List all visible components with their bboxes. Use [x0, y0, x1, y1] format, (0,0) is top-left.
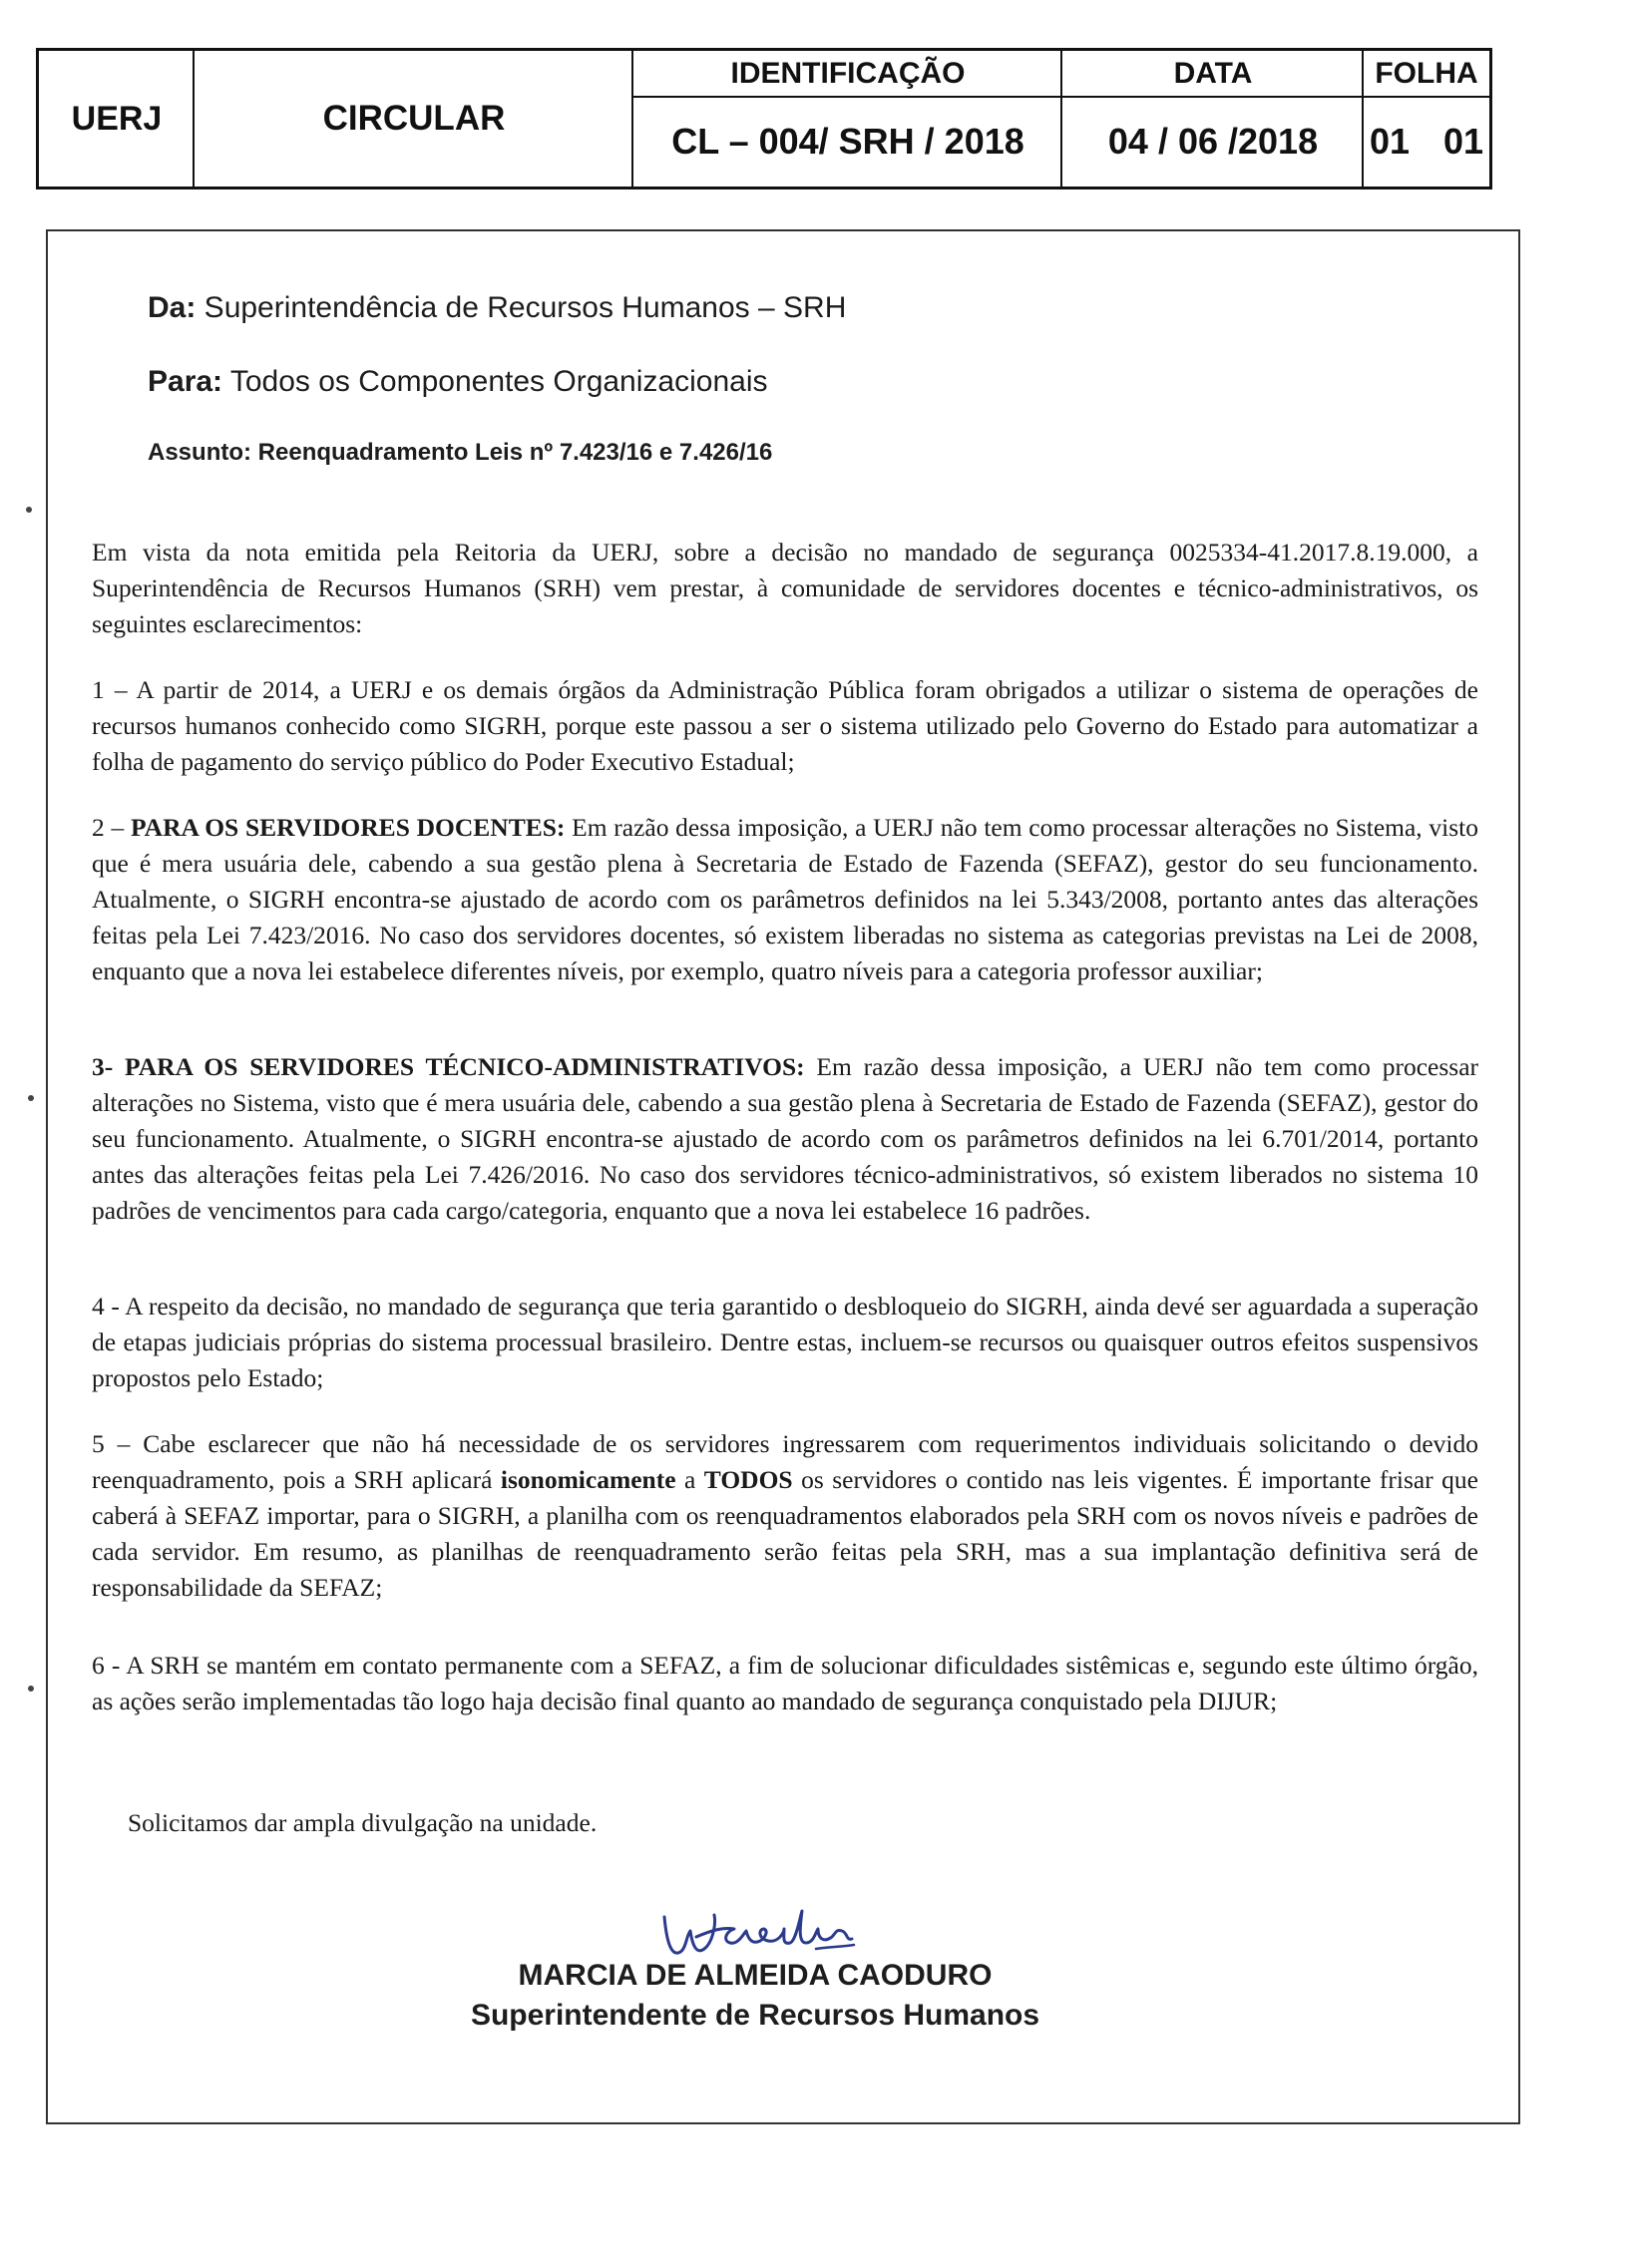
identificacao-label: IDENTIFICAÇÃO [730, 57, 966, 90]
paragraph-2 [92, 810, 1478, 989]
paragraph-2-prefix: 2 – [92, 813, 131, 842]
folha-total: 01 [1443, 121, 1484, 162]
paragraph-6: 6 - A SRH se mantém em contato permanente com a SEFAZ, a fim de solucionar dificuldades sistêmicas e, segundo este último órgão, as ações serão implementadas tão logo haja decisão final quanto ao mandado de segurança conquistado pela DIJUR; [92, 1651, 1478, 1715]
signatory-name: MARCIA DE ALMEIDA CAODURO [518, 1959, 993, 1992]
folha-page: 01 [1369, 121, 1410, 162]
header-table [36, 48, 1492, 189]
scan-speck [26, 507, 32, 513]
institution-name: UERJ [71, 99, 163, 138]
to-value: Todos os Componentes Organizacionais [222, 365, 768, 398]
paragraph-5-emphasis-2: TODOS [703, 1465, 793, 1494]
paragraph-4: 4 - A respeito da decisão, no mandado de segurança que teria garantido o desbloqueio do SIGRH, ainda devé ser aguardada a superação de etapas judiciais próprias do sistema processual brasileiro. Dentre estas, incluem-se recursos ou quaisquer outros efeitos suspensivos propostos pelo Estado; [92, 1292, 1478, 1392]
scan-speck [28, 1095, 34, 1101]
paragraph-intro: Em vista da nota emitida pela Reitoria da UERJ, sobre a decisão no mandado de segurança 0025334-41.2017.8.19.000, a Superintendência de Recursos Humanos (SRH) vem prestar, à comunidade de servidores docentes e técnico-administrativos, os seguintes esclarecimentos: [92, 538, 1478, 638]
from-label: Da: [148, 291, 197, 324]
folha-value [1364, 97, 1489, 187]
paragraph-3-text: Em razão dessa imposição, a UERJ não tem como processar alterações no Sistema, visto que é mera usuária dele, cabendo a sua gestão plena à Secretaria de Estado de Fazenda (SEFAZ), gestor do seu funcionamento. Atualmente, o SIGRH encontra-se ajustado de acordo com os parâmetros definidos na lei 6.701/2014, portanto antes das alterações feitas pela Lei 7.426/2016. No caso dos servidores técnico-administrativos, só existem liberados no sistema 10 padrões de vencimentos para cada cargo/categoria, enquanto que a nova lei estabelece 16 padrões. [92, 1052, 1479, 1225]
to-line [148, 365, 767, 399]
paragraph-1: 1 – A partir de 2014, a UERJ e os demais órgãos da Administração Pública foram obrigados a utilizar o sistema de operações de recursos humanos conhecido como SIGRH, porque este passou a ser o sistema utilizado pelo Governo do Estado para automatizar a folha de pagamento do serviço público do Poder Executivo Estadual; [92, 675, 1478, 776]
paragraph-3 [92, 1049, 1478, 1229]
paragraph-5-text-b: a [675, 1465, 704, 1494]
paragraph-5-emphasis-1: isonomicamente [500, 1465, 676, 1494]
scan-speck [28, 1686, 34, 1692]
to-label: Para: [148, 365, 223, 398]
document-type: CIRCULAR [322, 99, 506, 138]
paragraph-3-heading: 3- PARA OS SERVIDORES TÉCNICO-ADMINISTRATIVOS: [92, 1052, 805, 1081]
from-line [148, 291, 846, 325]
folha-label: FOLHA [1375, 57, 1478, 90]
paragraph-5-text-c: os servidores o contido nas leis vigentes. É importante frisar que caberá à SEFAZ importar, para o SIGRH, a planilha com os reenquadramentos elaborados pela SRH com os novos níveis e padrões de cada servidor. Em resumo, as planilhas de reenquadramento serão feitas pela SRH, mas a sua implantação definitiva será de responsabilidade da SEFAZ; [92, 1465, 1478, 1602]
from-value: Superintendência de Recursos Humanos – SRH [196, 291, 847, 324]
identificacao-value: CL – 004/ SRH / 2018 [671, 121, 1024, 162]
data-label: DATA [1173, 57, 1253, 90]
paragraph-2-heading: PARA OS SERVIDORES DOCENTES: [130, 813, 566, 842]
document-frame [46, 229, 1520, 2124]
closing-request: Solicitamos dar ampla divulgação na unidade. [128, 1808, 598, 1837]
signatory-role: Superintendente de Recursos Humanos [470, 1999, 1040, 2032]
paragraph-5 [92, 1426, 1478, 1606]
data-value: 04 / 06 /2018 [1107, 121, 1319, 162]
paragraph-2-text: Em razão dessa imposição, a UERJ não tem como processar alterações no Sistema, visto que é mera usuária dele, cabendo a sua gestão plena à Secretaria de Estado de Fazenda (SEFAZ), gestor do seu funcionamento. Atualmente, o SIGRH encontra-se ajustado de acordo com os parâmetros definidos na lei 5.343/2008, portanto antes das alterações feitas pela Lei 7.423/2016. No caso dos servidores docentes, só existem liberadas no sistema as categorias previstas na Lei de 2008, enquanto que a nova lei estabelece diferentes níveis, por exemplo, quatro níveis para a categoria professor auxiliar; [92, 813, 1479, 985]
subject-line: Assunto: Reenquadramento Leis nº 7.423/16 e 7.426/16 [148, 439, 773, 466]
paragraph-5-text-a: 5 – Cabe esclarecer que não há necessidade de os servidores ingressarem com requerimentos individuais solicitando o devido reenquadramento, pois a SRH aplicará [92, 1429, 1478, 1494]
